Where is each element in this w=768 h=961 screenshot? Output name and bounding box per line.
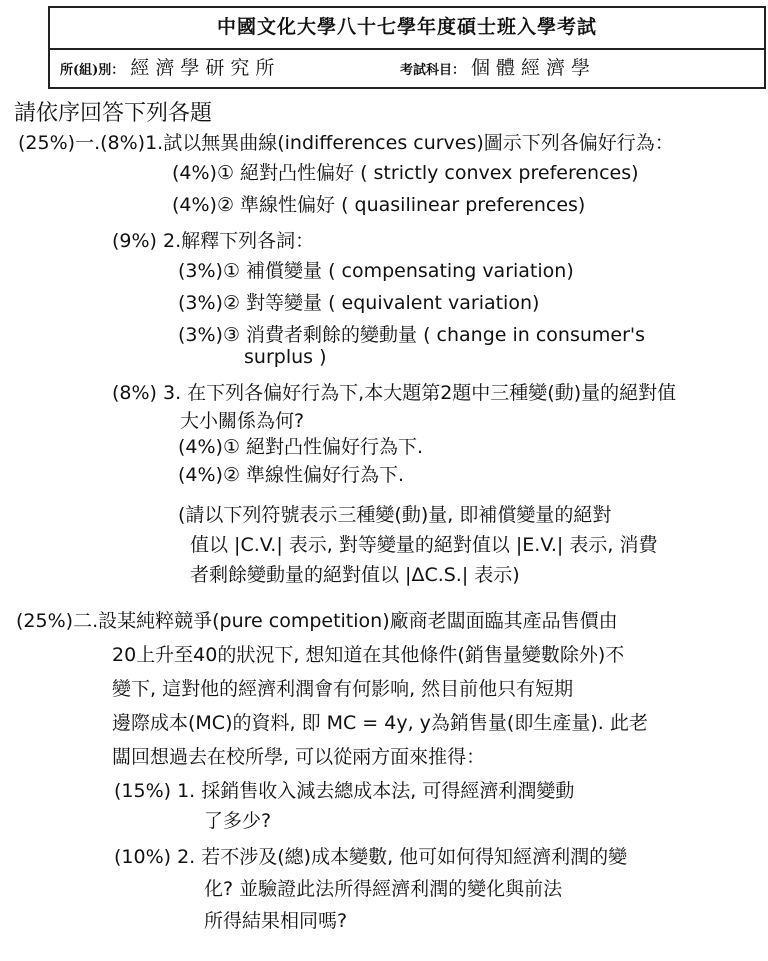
part2-score: (25%) [16,610,74,632]
part1-q1-a: (4%)① 絕對凸性偏好 ( strictly convex preferences) [172,162,639,184]
exam-title: 中國文化大學八十七學年度碩士班入學考試 [50,8,764,50]
part1-q2-a: (3%)① 補償變量 ( compensating variation) [178,260,574,282]
part1-q3-a: (4%)① 絕對凸性偏好行為下. [178,436,424,458]
part2-para-line-2: 20上升至40的狀況下, 想知道在其他條件(銷售量變數除外)不 [112,644,625,666]
part1-q2-c: (3%)③ 消費者剩餘的變動量 ( change in consumer's [178,324,646,346]
subject-field [400,48,596,91]
part1-number: 一. [75,132,101,154]
part1-q1-score: (8%) [100,132,146,154]
part2-q2-text: (10%) 2. 若不涉及(總)成本變數, 他可如何得知經濟利潤的變 [114,846,628,868]
part1-q3-note-2: 值以 |C.V.| 表示, 對等變量的絕對值以 |E.V.| 表示, 消費 [190,534,658,556]
part1-q1-b: (4%)② 準線性偏好 ( quasilinear preferences) [172,194,586,216]
exam-meta [50,48,764,87]
part1-q3-text: (8%) 3. 在下列各偏好行為下,本大題第2題中三種變(動)量的絕對值 [112,382,677,404]
department-field [60,48,280,91]
part2-q2-text-cont: 化? 並驗證此法所得經濟利潤的變化與前法 [204,878,563,900]
part1-q2-b: (3%)② 對等變量 ( equivalent variation) [178,292,540,314]
part2-para-line-1: 設某純粹競爭(pure competition)廠商老闆面臨其產品售價由 [98,610,618,632]
part1-q3-note-1: (請以下列符號表示三種變(動)量, 即補償變量的絕對 [178,504,612,526]
part1-score: (25%) [18,132,76,154]
part2-q1-text-cont: 了多少? [204,810,272,832]
part2-q1-text: (15%) 1. 採銷售收入減去總成本法, 可得經濟利潤變動 [114,780,575,802]
part2-header [16,606,618,633]
part1-q1-text: 1.試以無異曲線(indifferences curves)圖示下列各偏好行為： [145,132,674,154]
instruction: 請依序回答下列各題 [14,101,213,126]
part1-q2-text: (9%) 2.解釋下列各詞： [112,230,315,252]
part1-q2-c-cont: surplus ) [244,346,327,368]
part1-header [18,128,674,155]
part2-para-line-3: 變下, 這對他的經濟利潤會有何影响, 然目前他只有短期 [112,678,574,700]
department-value: 經濟學研究所 [130,57,281,79]
subject-value: 個體經濟學 [471,57,597,79]
part1-q3-note-3: 者剩餘變動量的絕對值以 |ΔC.S.| 表示) [190,564,520,586]
part2-para-line-4: 邊際成本(MC)的資料, 即 MC = 4y, y為銷售量(即生產量). 此老 [112,712,648,734]
subject-label: 考試科目： [400,63,466,78]
part1-q3-text-cont: 大小關係為何? [180,410,305,432]
part2-para-line-5: 闆回想過去在校所學, 可以從兩方面來推得： [112,746,486,768]
part1-q3-b: (4%)② 準線性偏好行為下. [178,464,405,486]
department-label: 所(組)別： [60,63,125,78]
part2-q2-text-cont-2: 所得結果相同嗎? [204,910,348,932]
exam-header [48,6,766,89]
part2-number: 二. [73,610,99,632]
